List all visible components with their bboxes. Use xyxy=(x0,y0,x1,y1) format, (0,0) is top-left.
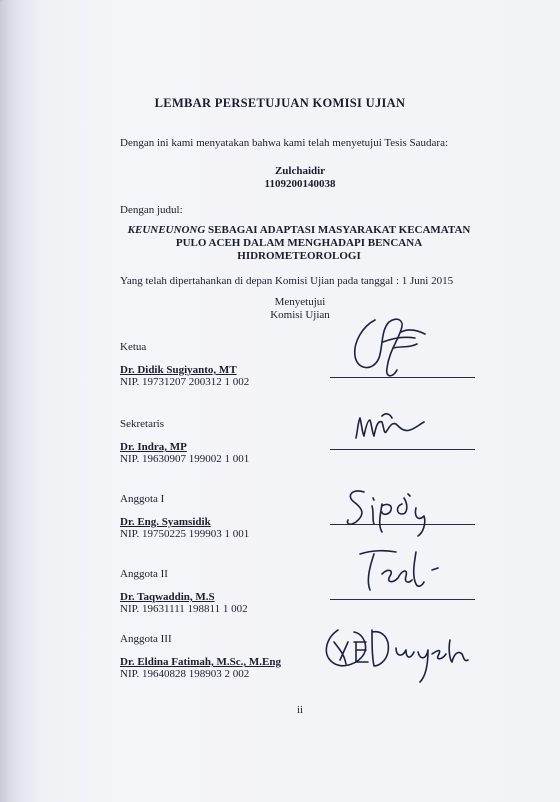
signature-anggota-3 xyxy=(318,620,482,686)
thesis-title-line-3: HIDROMETEOROLOGI xyxy=(237,250,361,262)
document-title: LEMBAR PERSETUJUAN KOMISI UJIAN xyxy=(154,96,406,110)
role-anggota-1: Anggota I xyxy=(120,493,165,505)
thesis-title-line-1 xyxy=(118,224,480,237)
member-name-anggota-2: Dr. Taqwaddin, M.S xyxy=(120,591,215,603)
member-nip-sekretaris: NIP. 19630907 199002 1 001 xyxy=(120,453,250,465)
member-nip-anggota-2: NIP. 19631111 198811 1 002 xyxy=(120,603,248,615)
approval-label: Menyetujui xyxy=(274,296,326,308)
member-name-anggota-1: Dr. Eng. Syamsidik xyxy=(120,516,211,528)
member-nip-anggota-1: NIP. 19750225 199903 1 001 xyxy=(120,528,250,540)
member-nip-ketua: NIP. 19731207 200312 1 002 xyxy=(120,376,250,388)
defense-date-text: Yang telah dipertahankan di depan Komisi Ujian pada tanggal : 1 Juni 2015 xyxy=(120,275,454,287)
student-id: 1109200140038 xyxy=(264,178,336,190)
judul-label: Dengan judul: xyxy=(120,204,183,216)
thesis-title-line-2: PULO ACEH DALAM MENGHADAPI BENCANA xyxy=(175,237,423,249)
signature-anggota-2 xyxy=(352,540,452,596)
committee-label: Komisi Ujian xyxy=(270,309,330,321)
member-nip-anggota-3: NIP. 19640828 198903 2 002 xyxy=(120,668,250,680)
signature-line-anggota-2 xyxy=(330,599,475,600)
member-name-ketua: Dr. Didik Sugiyanto, MT xyxy=(120,364,237,376)
intro-text: Dengan ini kami menyatakan bahwa kami telah menyetujui Tesis Saudara: xyxy=(120,137,449,149)
thesis-title xyxy=(118,224,480,263)
role-sekretaris: Sekretaris xyxy=(120,418,164,430)
member-name-anggota-3: Dr. Eldina Fatimah, M.Sc., M.Eng xyxy=(120,656,281,668)
signature-anggota-1 xyxy=(342,482,452,538)
member-name-sekretaris: Dr. Indra, MP xyxy=(120,441,187,453)
student-name: Zulchaidir xyxy=(274,165,326,177)
signature-ketua xyxy=(345,312,435,384)
page-fold-mark xyxy=(0,0,56,19)
role-anggota-2: Anggota II xyxy=(120,568,168,580)
page-number: ii xyxy=(296,704,304,716)
thesis-title-line-1-rest: SEBAGAI ADAPTASI MASYARAKAT KECAMATAN xyxy=(205,224,471,236)
signature-line-sekretaris xyxy=(330,449,475,450)
role-anggota-3: Anggota III xyxy=(120,633,172,645)
role-ketua: Ketua xyxy=(120,341,147,353)
signature-sekretaris xyxy=(352,408,427,446)
thesis-title-italic: KEUNEUNONG xyxy=(127,224,206,236)
